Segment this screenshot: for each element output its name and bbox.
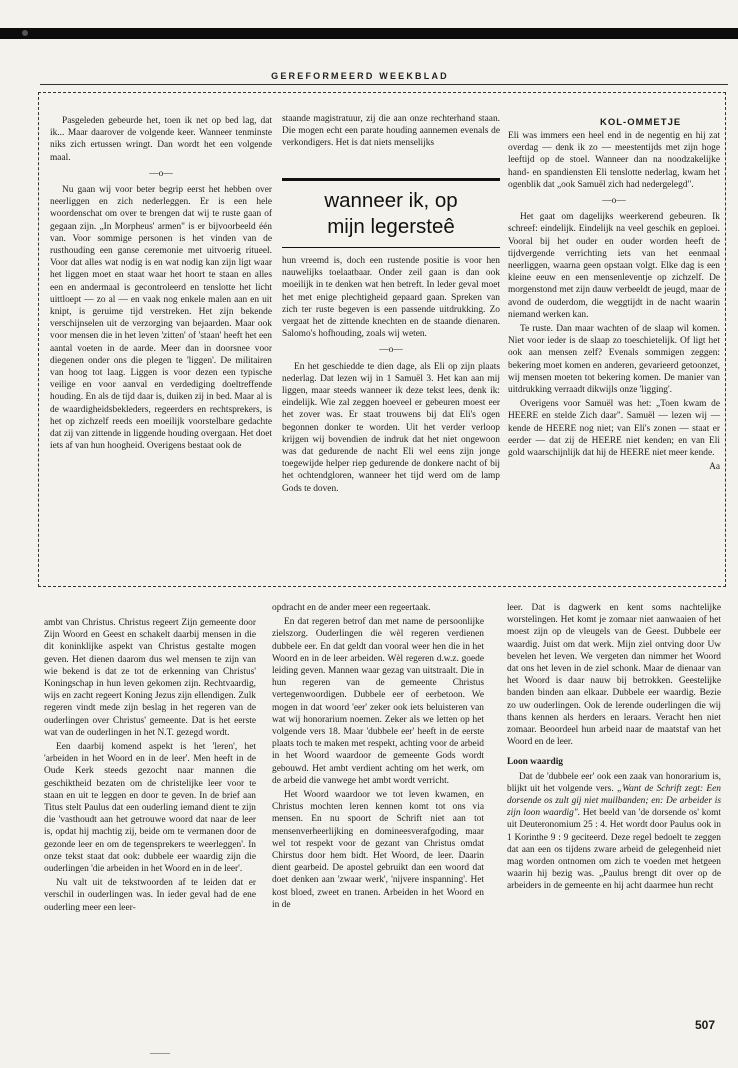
pull-quote: [282, 178, 500, 248]
paragraph-text: Dat de 'dubbele eer' ook een zaak van honorarium is, blijkt uit het volgende vers.: [507, 771, 721, 794]
paragraph: Eli was immers een heel end in de negentig en hij zat overdag — denk ik zo — meestentijds met zijn hoge leeftijd op de stoel. Wanneer dan na noodzakelijke hand- en spandiensten Eli tenslotte nederlag, kwam het ogenblik dat „ook Samuël zich had nedergelegd".: [508, 131, 720, 190]
binding-mark: [22, 30, 28, 36]
paragraph-text: Het beeld van 'de dorsende os' komt uit Deuteronomium 25 : 4. Het wordt door Paulus ook in 1 Korinthe 9 : 9 geciteerd. Deze regel bedoelt te zeggen dat aan een os tijdens zware arbeid de gelegenheid niet mag worden ontnomen om zich te voeden met hetgeen waarin hij bezig was. „Paulus brengt dit over op de arbeiders in de gemeente en hij acht daarmee hun recht: [507, 808, 721, 892]
paragraph: Het gaat om dagelijks weerkerend gebeuren. Ik schreef: eindelijk. Eindelijk na veel geschik en geploei. Vooral bij het ouder en ouder worden heeft de tijdvergende verrichting iets van het eenmaal neerliggen, waarna geen opstaan volgt. Elke dag is een kleine eeuw en een mensenleventje op zichzelf. De morgenstond met zijn dauw verbeeldt de jeugd, maar de avond de ouderdom, die weggtijdt in de nacht waarin niemand werken kan.: [508, 212, 720, 320]
paragraph: Te ruste. Dan maar wachten of de slaap wil komen. Niet voor ieder is de slaap zo toeschietelijk. Of ligt het ook aan mensen zelf? Evenals sommigen zeggen: bekering moet komen en anderen, gevarieerd getoonzet, wij mensen moeten tot bekering komen. De manier van uitdrukking verraadt dikwijls onze 'ligging'.: [508, 324, 720, 396]
separator: —o—: [379, 345, 403, 356]
signature: Aa: [709, 462, 720, 473]
page-header-title: GEREFORMEERD WEEKBLAD: [271, 71, 449, 81]
box-column-2-top: [282, 113, 500, 150]
box-column-3: [508, 130, 720, 473]
scan-top-bar: [0, 28, 738, 39]
pull-quote-line: wanneer ik, op: [324, 189, 458, 212]
paragraph: [507, 771, 721, 893]
box-column-1: [50, 115, 272, 452]
paragraph: Overigens voor Samuël was het: „Toen kwam de HEERE en stelde Zich daar". Samuël — lezen wij — kende de HEERE nog niet; van Eli's zonen — staat er eerder — dat zij de HEERE niet kenden; en van Eli gold waarschijnlijk dat hij de HEERE niet meer kende.: [508, 399, 720, 459]
paragraph: staande magistratuur, zij die aan onze rechterhand staan. Die mogen echt een parate houding aannemen evenals de verkondigers. Het is dat niets menselijks: [282, 114, 500, 149]
paragraph: En het geschiedde te dien dage, als Eli op zijn plaats nederlag. Dat lezen wij in 1 Samuël 3. Het kan aan mij liggen, maar steeds wanneer ik deze tekst lees, denk ik: eindelijk. Wie zal zeggen hoeveel er gebeuren moest eer het zover was. Er staat trouwens bij dat Eli's ogen begonnen donker te worden. Uit het verder verloop krijgen wij bovendien de indruk dat het niet ongewoon was dat gedurende de nacht Eli wel eens zijn jonge toegewijde helper riep gedurende de donkere nacht of bij het ochtendgloren, wanneer het tijd werd om de lamp Gods te doven.: [282, 361, 500, 494]
header-rule: [40, 84, 728, 85]
paragraph: ambt van Christus. Christus regeert Zijn gemeente door Zijn Woord en Geest en schakelt daarbij mensen in die dit koninklijke aspekt van Christus gestalte mogen geven. Het dienen daarom dus wel mensen te zijn van wie bekend is dat ze tot de erkenning van Christus' Koningschap in hun leven gekomen zijn. Rechtvaardig, wijs en zacht regeert Koning Jezus zijn ellendigen. Zulk regeren vindt mede zijn beslag in het regeren van de ouderlingen over Christus' gemeente. Dat is het eerste wat van de ouderlingen in het N.T. gezegd wordt.: [44, 618, 256, 738]
page-number: 507: [695, 1018, 716, 1032]
paragraph: opdracht en de ander meer een regeertaak.: [272, 603, 431, 613]
section-subheading: Loon waardig: [507, 757, 563, 768]
box-column-2-bottom: [282, 255, 500, 495]
bottom-mark: [150, 1053, 170, 1054]
separator: —o—: [602, 196, 626, 207]
paragraph: Het Woord waardoor we tot leven kwamen, en Christus mochten leren kennen komt tot ons via mensen. En nu spoort de Schrift niet aan tot mensenverheerlijking en domineesverafgoding, maar wel tot respekt voor de gezant van Christus omdat Chirstus door hem bidt. Het Woord, de leer. Daarin dient gearbeid. De apostel gebruikt dan een woord dat doet denken aan 'zwaar werk', 'nijvere inspanning'. Het kost bloed, zweet en tranen. Arbeiden in het Woord en in de: [272, 790, 484, 910]
paragraph: leer. Dat is dagwerk en kent soms nachtelijke worstelingen. Het komt je zomaar niet aanwaaien of het moest zijn op de vleugels van de Geest. Dubbele eer waardig. Juist om dat werk. Mijn ziel ontving door Uw bevelen het leven. We vergeten dan nimmer het Woord dat ons het leven in de ziel schonk. Maar de dienaar van het Woord is daar nauw bij betrokken. Geestelijke banden binden aan elkaar. Dubbele eer waardig. Bezie zo uw ouderlingen. Ook de lerende ouderlingen die wij thans kennen als herders en leraars. Veracht hen niet zomaar. Beoordeel hun arbeid naar de maatstaf van het Woord en de leer.: [507, 603, 721, 748]
paragraph: Pasgeleden gebeurde het, toen ik net op bed lag, dat ik... Maar daarover de volgende keer. Wanneer tenminste niks zich ertussen wringt. Dan wordt het een volgende maal.: [50, 116, 272, 163]
paragraph: Nu gaan wij voor beter begrip eerst het hebben over neerliggen en zich nederleggen. Er is een hele woordenschat om over te brengen dat wij te ruste gaan of gegaan zijn. „In Morpheus' armen" is er bijvoorbeeld één van. Voor sommige personen is het vinden van de rusthouding een ganse ceremonie met uitvoerig ritueel. Voor dat alles wat nodig is en wat nodig kan zijn ligt waar het liggen moet en staat waar het hoort te staan en alles een en andermaal is gecontroleerd en tenslotte het licht uittloept — zo al — en vaak nog enkele malen aan en uit knipt, is geruime tijd verstreken. Het zijn bekende verschijnselen uit de verzorging van bejaarden. Maar ook voor mensen die in het leven 'zitten' of 'staan' heeft het een aantal voeten in de aarde. Meer dan in doorsnee voor diegenen onder ons die plegen te 'liggen'. De militairen van hoog tot laag. Liggen is voor dezen een typische veilige en voor aanval en verdediging doeltreffende houding. En als de tijd daar is, duiken zij in bed. Maar al is de waardigheidsbekleders, regeerders en rechtsprekers, is het op zichzelf reeds een moeilijk voorstelbare gedachte dat zij van zittende in liggende houding overgaan. Het doet iets af van hun hoogheid. Overigens bestaat ook de: [50, 185, 272, 452]
paragraph: Een daarbij komend aspekt is het 'leren', het 'arbeiden in het Woord en in de leer'. Men heeft in de Oude Kerk steeds gezocht naar mannen die geschiktheid bezaten om de christelijke leer voor te staan en uit te leggen en door te geven. In de brief aan Titus stelt Paulus dat een ouderling iemand dient te zijn die 'vasthoudt aan het getrouwe woord dat naar de leer is, opdat hij machtig zij, beide om te vermanen door de gezonde leer en om de tegensprekers te weerleggen'. In onze tekst staat dat ook: dubbele eer waardig zijn die ouderlingen 'die arbeiden in het Woord en in de leer'.: [44, 742, 256, 875]
column-label: KOL-OMMETJE: [600, 117, 682, 128]
pull-quote-line: mijn legersteê: [327, 215, 455, 238]
paragraph: Nu valt uit de tekstwoorden af te leiden dat er verschil in ouderlingen was. In ieder geval had de ene ouderling meer een leer-: [44, 878, 256, 913]
paragraph: En dat regeren betrof dan met name de persoonlijke zielszorg. Ouderlingen die wèl regeren verdienen dubbele eer. En dat geldt dan vooral weer hen die in het Woord en in de leer arbeiden. Wèl regeren d.w.z. goede leiding geven. Mannen waar gezag van uitstraalt. Die in hun regeren van de gemeente Christus vertegenwoordigen. Dubbele eer of eerbetoon. We mogen in dat woord 'eer' zeker ook iets beluisteren van wat wij honorarium noemen. Zeker als we letten op het volgende vers 18. Maar 'dubbele eer' heeft in de eerste plaats toch te maken met respekt, achting voor de arbeid in het Woord waardoor de gemeente Gods wordt gebouwd. Het ambt verdient achting om het werk, om de arbeid die vanwege het ambt wordt verricht.: [272, 617, 484, 786]
article-column-1: [44, 617, 256, 914]
article-column-2: [272, 602, 484, 911]
article-column-3: [507, 602, 721, 893]
bible-quote: „Want de Schrift zegt: Een dorsende os zult gij niet muilbanden; en: De arbeider is zijn loon waardig".: [507, 783, 721, 819]
paragraph: hun vreemd is, doch een rustende positie is voor hen nauwelijks toelaatbaar. Onder zeil gaan is dan ook moeilijk in te denken wat hen betreft. In leder geval moet het met enige plechtigheid gepaard gaan. Spreken van zich ter ruste begeven is een passende uitdrukking. Zo vergaat het de zittende knechten en de staande dienaren. Salomo's hofhouding, zoals wij weten.: [282, 256, 500, 340]
separator: —o—: [149, 168, 173, 179]
